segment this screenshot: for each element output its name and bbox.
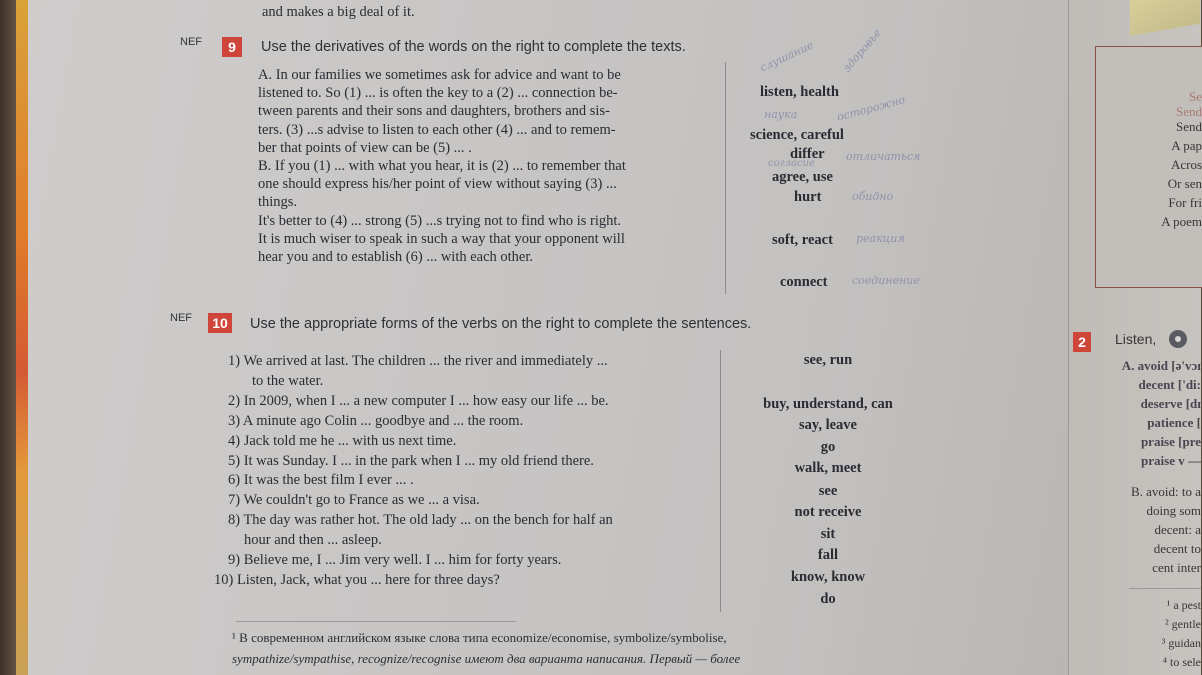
list-item: praise v —	[1141, 453, 1201, 468]
list-item: cent inter	[1152, 560, 1201, 575]
box-line: A pap	[1171, 138, 1202, 153]
list-item: doing som	[1146, 503, 1201, 518]
list-item: decent ['di:	[1138, 377, 1201, 392]
text-line: one should express his/her point of view without saying (3) ...	[258, 176, 617, 193]
word-cue: differ	[790, 146, 825, 162]
word-cue: listen, health	[760, 84, 839, 100]
handwritten-note: обидно	[852, 190, 894, 203]
box-line: For fri	[1168, 195, 1202, 210]
box-line: A poem	[1161, 214, 1202, 229]
word-cue: science, careful	[750, 127, 844, 143]
text-line: A. In our families we sometimes ask for advice and want to be	[258, 67, 621, 83]
verb-cue: do	[820, 591, 836, 607]
audio-cd-icon	[1169, 330, 1187, 348]
box-line: Send	[1176, 104, 1202, 119]
handwritten-note: согласие	[768, 158, 815, 169]
list-item: B. avoid: to a	[1130, 484, 1201, 499]
word-cue: soft, react	[772, 232, 833, 248]
list-item: A. avoid [ə'vɔɪ	[1121, 358, 1201, 373]
right-footnote-rule	[1129, 588, 1201, 589]
exercise-2-title: Listen,	[1115, 331, 1157, 347]
handwritten-note: отличаться	[846, 150, 921, 163]
word-cue: agree, use	[772, 169, 833, 185]
handwritten-note: здоровье	[840, 26, 884, 75]
sentence: 2) In 2009, when I ... a new computer I ... how easy our life ... be.	[228, 392, 609, 409]
word-cue: hurt	[794, 189, 822, 205]
exercise-number-10: 10	[208, 313, 232, 333]
handwritten-note: осторожно	[835, 93, 907, 124]
exercise-10-sentences	[214, 352, 613, 591]
list-item: decent: a	[1154, 522, 1201, 537]
text-line: things.	[258, 194, 298, 211]
exercise-number-9: 9	[222, 37, 242, 57]
text-line: ber that points of view can be (5) ... .	[258, 139, 472, 156]
top-line: and makes a big deal of it.	[262, 4, 415, 20]
text-line: tween parents and their sons and daughters, brothers and sis-	[258, 103, 610, 120]
handwritten-note: соединение	[852, 274, 920, 287]
textbook-page	[28, 0, 1068, 675]
footnote-item: ¹ a pest	[1166, 598, 1201, 612]
footnote-rule	[236, 621, 516, 622]
box-line: Send	[1176, 119, 1202, 134]
text-line: ters. (3) ...s advise to listen to each other (4) ... and to remem-	[258, 121, 616, 138]
sentence: 9) Believe me, I ... Jim very well. I ... him for forty years.	[228, 552, 562, 569]
verb-cue: see	[818, 483, 838, 499]
verb-cue: not receive	[794, 504, 862, 520]
handwritten-note: слушание	[757, 38, 816, 75]
footnote-item: ² gentle	[1165, 617, 1201, 631]
verb-cue: know, know	[790, 569, 866, 585]
adjacent-page	[1068, 0, 1201, 675]
box-line: Se	[1189, 89, 1202, 104]
nef-label-10: NEF	[170, 312, 192, 324]
verb-cue: walk, meet	[794, 460, 862, 476]
exercise-9-instruction: Use the derivatives of the words on the right to complete the texts.	[261, 39, 686, 55]
sentence: 3) A minute ago Colin ... goodbye and ... the room.	[228, 412, 524, 429]
nef-label-9: NEF	[180, 36, 202, 48]
verb-cue: see, run	[803, 352, 853, 368]
column-divider-9	[725, 62, 726, 294]
word-list-a	[1122, 356, 1201, 470]
footnote-item: ³ guidan	[1161, 636, 1201, 650]
sentence: 4) Jack told me he ... with us next time.	[228, 432, 457, 449]
verb-cue: say, leave	[799, 417, 857, 433]
exercise-9-text	[258, 66, 626, 266]
verb-cue: fall	[817, 547, 839, 563]
footnote-item: ⁴ to sele	[1162, 655, 1201, 669]
right-footnotes	[1162, 596, 1201, 672]
sentence: 1) We arrived at last. The children ... the river and immediately ...	[228, 353, 608, 369]
sentence: 7) We couldn't go to France as we ... a visa.	[228, 492, 480, 509]
verb-cue: sit	[820, 526, 836, 542]
verb-cue: go	[820, 439, 836, 455]
list-item: praise [pre	[1140, 434, 1201, 449]
list-item: decent to	[1153, 541, 1201, 556]
list-item: deserve [dɪ	[1140, 396, 1201, 411]
sentence: hour and then ... asleep.	[244, 532, 382, 549]
list-item: patience [	[1147, 415, 1201, 430]
word-list-b	[1131, 482, 1201, 577]
text-line: listened to. So (1) ... is often the key to a (2) ... connection be-	[258, 85, 618, 102]
text-line: It's better to (4) ... strong (5) ...s trying not to find who is right.	[258, 212, 622, 229]
boxed-poem	[1095, 46, 1202, 288]
box-line: Acros	[1170, 157, 1202, 172]
text-line: It is much wiser to speak in such a way that your opponent will	[258, 230, 625, 247]
box-line: Or sen	[1167, 176, 1202, 191]
sentence: 8) The day was rather hot. The old lady ... on the bench for half an	[228, 512, 613, 529]
footnote-line-1: ¹ В современном английском языке слова типа economize/economise, symbolize/symbolise,	[232, 630, 727, 645]
verb-cue: buy, understand, can	[763, 396, 893, 412]
word-cue: connect	[780, 274, 828, 290]
handwritten-note: наука	[764, 108, 798, 121]
footnote-line-2: sympathize/sympathise, recognize/recognise имеют два варианта написания. Первый — более	[232, 651, 741, 666]
exercise-number-2: 2	[1073, 332, 1091, 352]
text-line: B. If you (1) ... with what you hear, it is (2) ... to remember that	[258, 158, 626, 175]
text-line: hear you and to establish (6) ... with each other.	[258, 249, 534, 266]
sentence: 5) It was Sunday. I ... in the park when I ... my old friend there.	[228, 452, 594, 469]
sentence: to the water.	[252, 372, 324, 389]
handwritten-note: реакция	[856, 232, 905, 245]
exercise-10-instruction: Use the appropriate forms of the verbs on the right to complete the sentences.	[250, 316, 752, 332]
sentence: 6) It was the best film I ever ... .	[228, 472, 414, 489]
sentence: 10) Listen, Jack, what you ... here for three days?	[214, 571, 500, 588]
